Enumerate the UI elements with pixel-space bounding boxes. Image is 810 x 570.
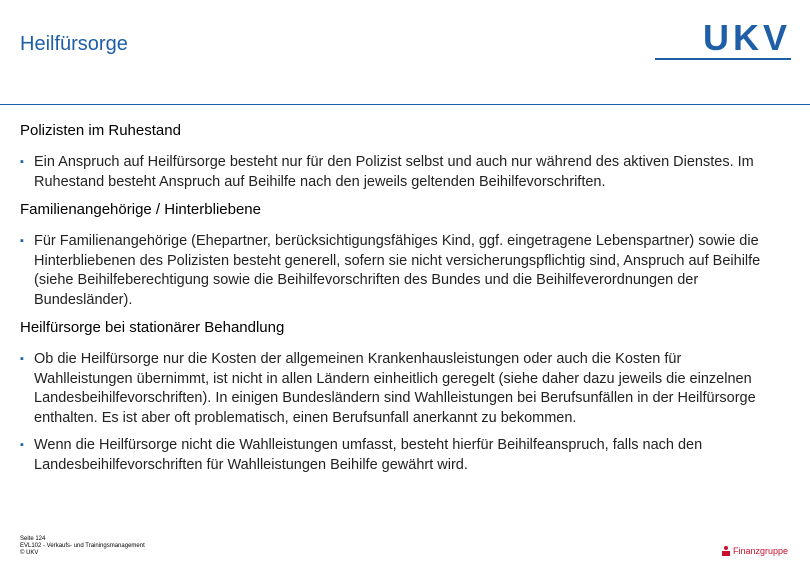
- bullet-text: Für Familienangehörige (Ehepartner, berücksichtigungsfähiges Kind, ggf. eingetragene Lebenspartner) sowie die Hinterbliebenen des Polizisten besteht generell, sofern sie nicht versicherungspflichtig sind, Anspruch auf Beihilfe (siehe Beihilfeberechtigung sowie die Beihilfevorschriften des Bundes und die Beihilfeverordnungen der Bundesländer).: [34, 233, 761, 308]
- bullet-item: [20, 232, 780, 310]
- bullet-text: Ein Anspruch auf Heilfürsorge besteht nur für den Polizist selbst und auch nur während des aktiven Dienstes. Im Ruhestand besteht Anspruch auf Beihilfe nach den jeweils geltenden Beihilfevorschriften.: [34, 154, 754, 190]
- slide-content: [20, 121, 780, 483]
- section-heading: Polizisten im Ruhestand: [20, 122, 181, 139]
- brand-label: Finanzgruppe: [733, 546, 789, 556]
- sparkasse-icon: [722, 546, 730, 556]
- bullet-item: [20, 436, 780, 475]
- section-familie: [20, 200, 780, 310]
- page-number: Seite 124: [20, 536, 46, 542]
- page-title: Heilfürsorge: [20, 33, 128, 55]
- bullet-text: Ob die Heilfürsorge nur die Kosten der allgemeinen Krankenhausleistungen oder auch die Kosten für Wahlleistungen übernimmt, ist nicht in allen Ländern einheitlich geregelt (siehe daher dazu jeweils die einzelnen Landesbeihilfevorschriften). In einigen Bundesländern sind Wahlleistungen bei Berufsunfällen in der Heilfürsorge enthalten. Es ist aber oft problematisch, einen Berufsunfall anerkannt zu bekommen.: [34, 351, 756, 426]
- ukv-logo: [655, 18, 791, 60]
- bullet-item: [20, 350, 780, 428]
- section-stationaer: [20, 318, 780, 475]
- bullet-square-icon: ▪: [20, 235, 24, 247]
- logo-text: UKV: [702, 17, 791, 58]
- bullet-text: Wenn die Heilfürsorge nicht die Wahlleistungen umfasst, besteht hierfür Beihilfeanspruch, falls nach den Landesbeihilfevorschriften für Wahlleistungen Beihilfe gewährt wird.: [34, 437, 703, 473]
- bullet-square-icon: ▪: [20, 439, 24, 451]
- footer-info: [20, 536, 145, 557]
- course-name: EVL102 - Verkaufs- und Trainingsmanagement: [20, 543, 145, 549]
- logo-underline: [655, 58, 791, 60]
- bullet-item: [20, 153, 780, 192]
- bullet-square-icon: ▪: [20, 156, 24, 168]
- copyright: © UKV: [20, 550, 39, 556]
- bullet-square-icon: ▪: [20, 353, 24, 365]
- section-heading: Heilfürsorge bei stationärer Behandlung: [20, 319, 285, 336]
- sparkasse-logo: [722, 546, 788, 556]
- section-ruhestand: [20, 121, 780, 192]
- section-heading: Familienangehörige / Hinterbliebene: [20, 201, 261, 218]
- header-divider: [0, 104, 810, 105]
